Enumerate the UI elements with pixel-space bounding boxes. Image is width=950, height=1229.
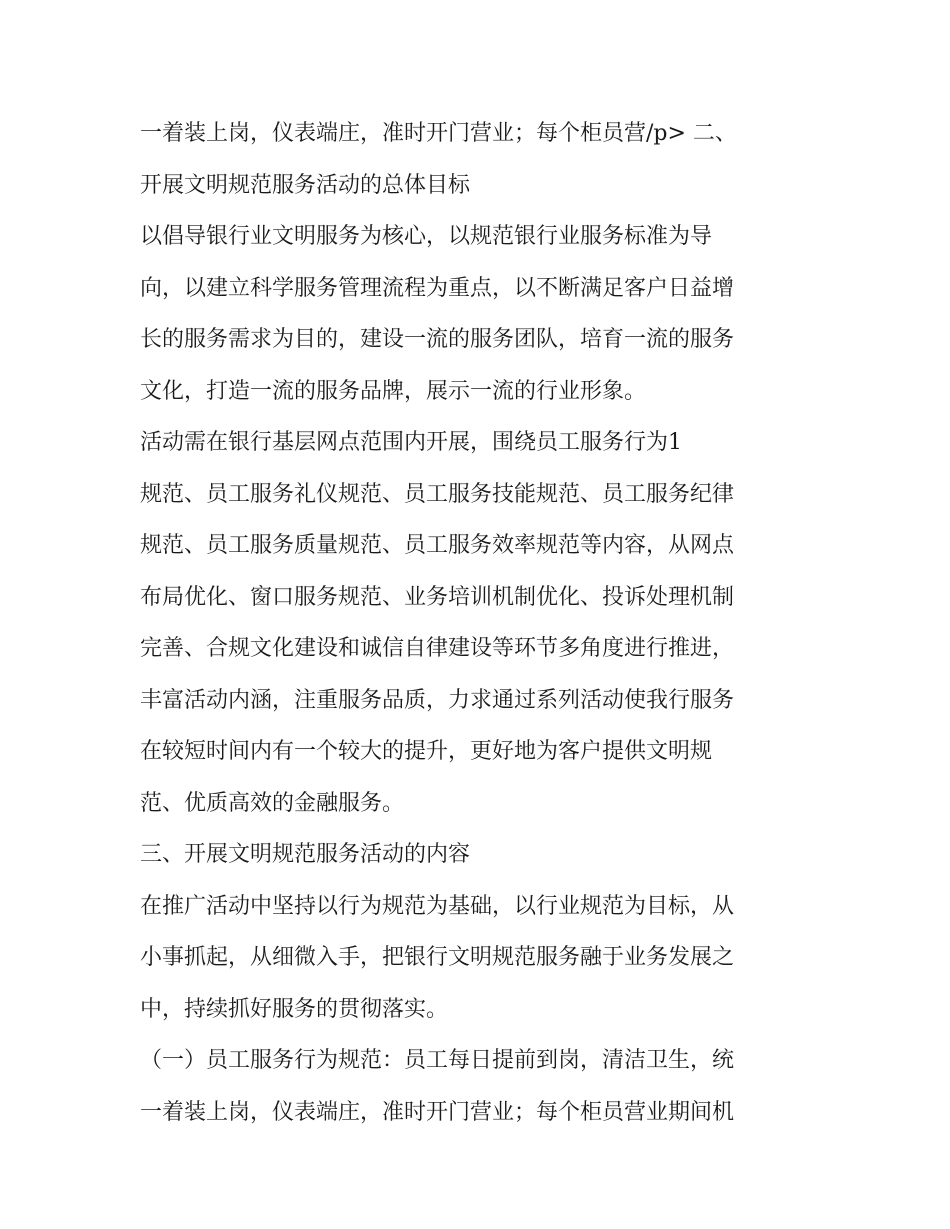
text-line: 在较短时间内有一个较大的提升，更好地为客户提供文明规	[140, 739, 713, 764]
text-line: 范、优质高效的金融服务。	[140, 790, 405, 816]
text-line: 规范、员工服务礼仪规范、员工服务技能规范、员工服务纪律	[140, 481, 735, 507]
section-heading: 开展文明规范服务活动的总体目标	[140, 172, 471, 198]
text-line: 文化，打造一流的服务品牌，展示一流的行业形象。	[140, 378, 647, 404]
text-line: 中，持续抓好服务的贯彻落实。	[140, 996, 449, 1022]
text-line: 小事抓起，从细微入手，把银行文明规范服务融于业务发展之	[140, 945, 735, 970]
text-line: （一）员工服务行为规范：员工每日提前到岗，清洁卫生，统	[140, 1048, 735, 1073]
section-heading: 三、开展文明规范服务活动的内容	[140, 842, 471, 867]
text-line: 向，以建立科学服务管理流程为重点，以不断满足客户日益增	[140, 275, 735, 301]
text-line: 长的服务需求为目的，建设一流的服务团队，培育一流的服务	[140, 327, 735, 352]
text-line: 一着装上岗，仪表端庄，准时开门营业；每个柜员营业期间机	[140, 1099, 735, 1125]
document-body	[140, 108, 820, 1138]
text-line: 一着装上岗，仪表端庄，准时开门营业；每个柜员营/p> 二、	[140, 121, 737, 146]
text-line: 以倡导银行业文明服务为核心，以规范银行业服务标准为导	[140, 224, 713, 249]
text-line: 布局优化、窗口服务规范、业务培训机制优化、投诉处理机制	[140, 584, 735, 610]
text-line: 在推广活动中坚持以行为规范为基础，以行业规范为目标，从	[140, 893, 735, 919]
text-line: 完善、合规文化建设和诚信自律建设等环节多角度进行推进，	[140, 636, 735, 661]
text-line: 活动需在银行基层网点范围内开展，围绕员工服务行为1	[140, 430, 682, 455]
text-line: 规范、员工服务质量规范、员工服务效率规范等内容，从网点	[140, 533, 735, 558]
text-line: 丰富活动内涵，注重服务品质，力求通过系列活动使我行服务	[140, 687, 735, 713]
